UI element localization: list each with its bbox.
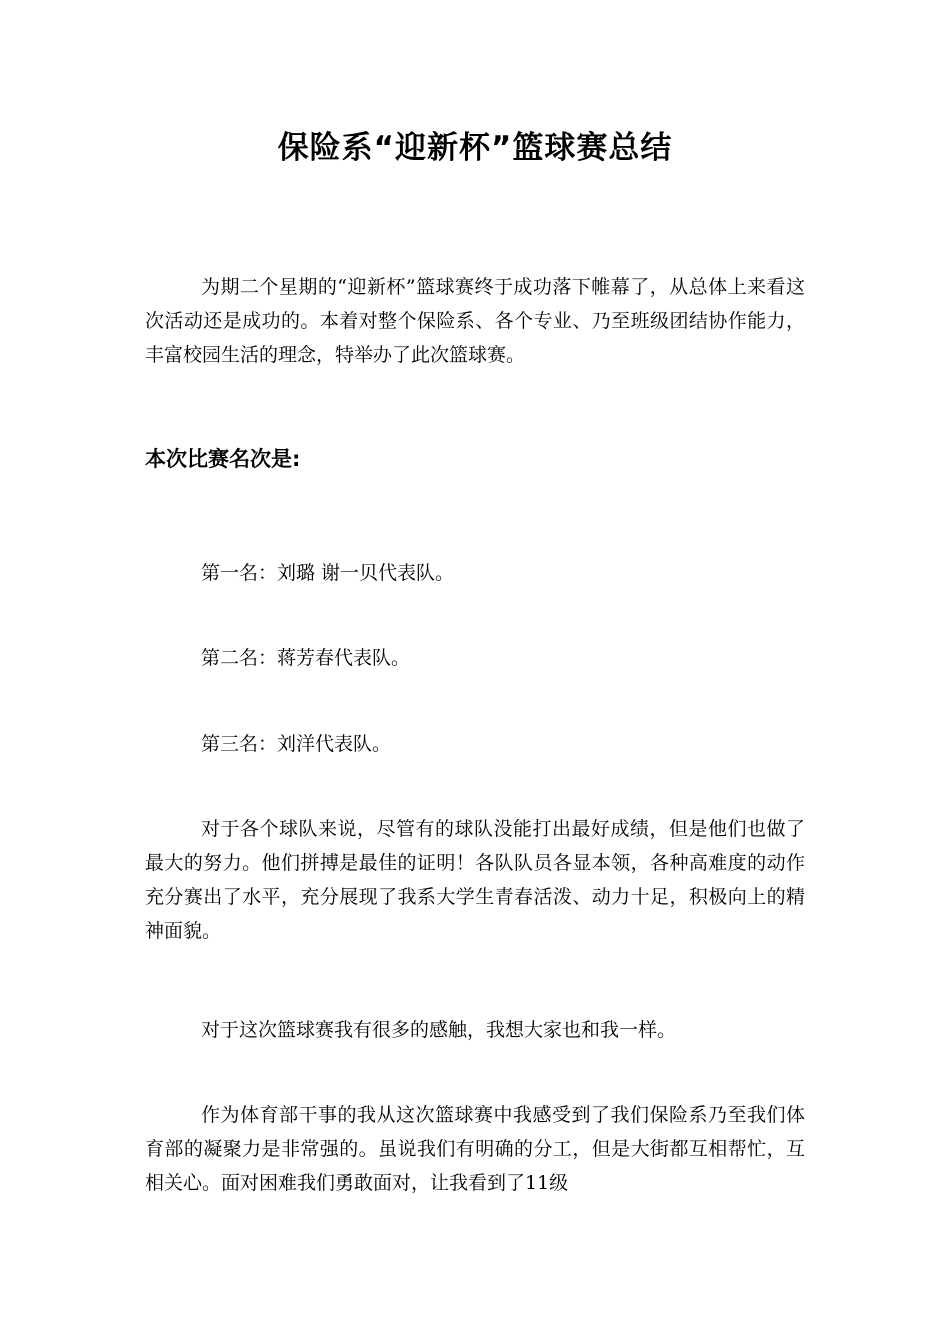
body-paragraph-cohesion: 作为体育部干事的我从这次篮球赛中我感受到了我们保险系乃至我们体育部的凝聚力是非常强的。虽说我们有明确的分工，但是大街都互相帮忙，互相关心。面对困难我们勇敢面对，让我看到了11级 — [145, 1104, 805, 1194]
ranking-second: 第二名：蒋芳春代表队。 — [201, 647, 411, 669]
document-title: 保险系“迎新杯”篮球赛总结 — [277, 130, 673, 166]
body-paragraph-feelings: 对于这次篮球赛我有很多的感触，我想大家也和我一样。 — [201, 1019, 677, 1041]
ranking-first: 第一名：刘璐 谢一贝代表队。 — [201, 562, 455, 584]
ranking-heading: 本次比赛名次是: — [145, 447, 301, 471]
body-paragraph-effort: 对于各个球队来说，尽管有的球队没能打出最好成绩，但是他们也做了最大的努力。他们拼搏是最佳的证明！各队队员各显本领，各种高难度的动作充分赛出了水平，充分展现了我系大学生青春活泼、动力十足，积极向上的精神面貌。 — [145, 818, 805, 942]
intro-paragraph: 为期二个星期的“迎新杯”篮球赛终于成功落下帷幕了，从总体上来看这次活动还是成功的。本着对整个保险系、各个专业、乃至班级团结协作能力，丰富校园生活的理念，特举办了此次篮球赛。 — [145, 276, 805, 366]
ranking-third: 第三名：刘洋代表队。 — [201, 733, 392, 755]
